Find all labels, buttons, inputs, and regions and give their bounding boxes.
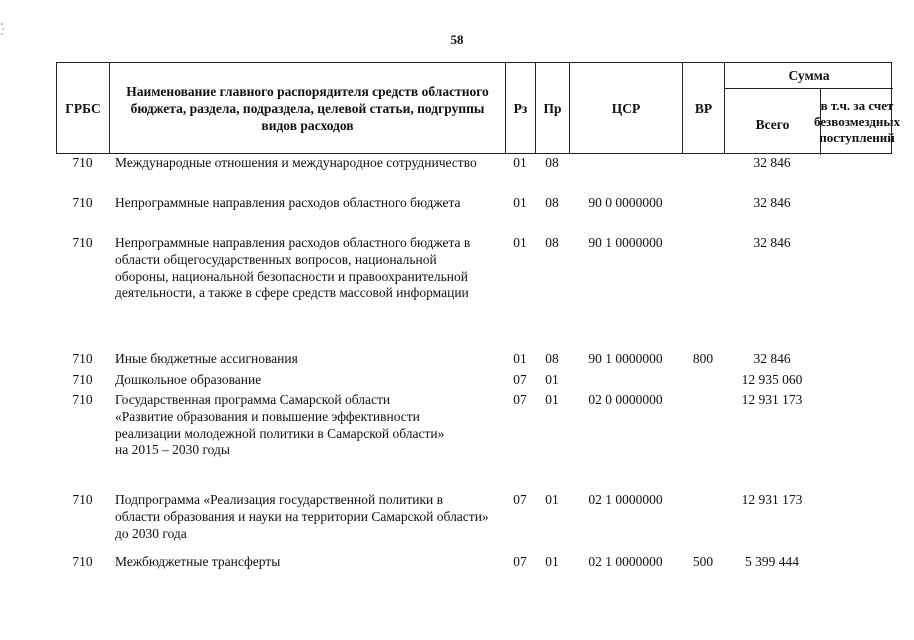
cell-pr: 08 [545, 235, 559, 250]
table-header [56, 62, 901, 154]
cell-vr: 800 [692, 351, 714, 366]
cell-csr [569, 372, 682, 392]
cell-name: Дошкольное образование [115, 372, 262, 387]
cell-free [820, 392, 892, 492]
table-row [56, 235, 892, 351]
cell-rz: 07 [513, 554, 527, 569]
table-row [56, 195, 892, 235]
cell-free [820, 235, 892, 351]
table-body [56, 155, 892, 574]
cell-total: 32 846 [753, 155, 791, 170]
header-grbs: ГРБС [57, 63, 110, 153]
header-sum: Сумма [725, 63, 893, 89]
cell-csr [569, 155, 682, 195]
cell-rz: 07 [513, 372, 527, 387]
cell-pr: 01 [545, 372, 559, 387]
cell-rz: 07 [513, 492, 527, 507]
cell-vr [682, 392, 724, 492]
header-name: Наименование главного распорядителя средств областного бюджета, раздела, подраздела, целевой статьи, подгруппы видов расходов [110, 63, 506, 153]
cell-vr [682, 155, 724, 195]
table-row [56, 492, 892, 554]
cell-pr: 08 [545, 155, 559, 170]
cell-free [820, 195, 892, 235]
table-row [56, 372, 892, 392]
cell-grbs: 710 [72, 155, 93, 170]
cell-total: 12 935 060 [741, 372, 803, 387]
cell-total: 32 846 [753, 235, 791, 250]
cell-grbs: 710 [72, 554, 93, 569]
cell-pr: 08 [545, 351, 559, 366]
cell-csr: 90 0 0000000 [588, 195, 663, 210]
cell-free [820, 554, 892, 574]
cell-name: Международные отношения и международное сотрудничество [115, 155, 477, 170]
cell-free [820, 155, 892, 195]
cell-grbs: 710 [72, 372, 93, 387]
header-free: в т.ч. за счет безвозмездных поступлений [813, 98, 901, 145]
cell-vr: 500 [692, 554, 714, 569]
cell-csr: 90 1 0000000 [588, 351, 663, 366]
cell-name: Межбюджетные трансферты [115, 554, 281, 569]
cell-rz: 01 [513, 195, 527, 210]
table-row [56, 351, 892, 372]
cell-name: Непрограммные направления расходов областного бюджета в области общегосударственных вопросов, национальной обороны, национальной безопасности и правоохранительной деятельности, а также в сфере средств массовой информации [115, 235, 471, 301]
cell-csr: 02 0 0000000 [588, 392, 663, 407]
cell-pr: 01 [545, 392, 559, 407]
cell-pr: 01 [545, 492, 559, 507]
table-row [56, 392, 892, 492]
cell-total: 5 399 444 [745, 554, 799, 569]
cell-name: Подпрограмма «Реализация государственной политики в области образования и науки на территории Самарской области» до 2030 года [115, 492, 489, 541]
cell-total: 12 931 173 [741, 492, 803, 507]
cell-csr: 02 1 0000000 [588, 554, 663, 569]
cell-grbs: 710 [72, 392, 93, 407]
cell-rz: 07 [513, 392, 527, 407]
cell-total: 32 846 [753, 351, 791, 366]
cell-grbs: 710 [72, 235, 93, 250]
header-rz: Рз [506, 63, 536, 153]
table-row [56, 155, 892, 195]
cell-vr [682, 372, 724, 392]
cell-pr: 01 [545, 554, 559, 569]
cell-name: Непрограммные направления расходов областного бюджета [115, 195, 461, 210]
cell-name: Государственная программа Самарской области «Развитие образования и повышение эффективности реализации молодежной политики в Самарской области» на 2015 – 2030 годы [115, 392, 445, 458]
cell-total: 12 931 173 [741, 392, 803, 407]
table-row [56, 554, 892, 574]
cell-csr: 90 1 0000000 [588, 235, 663, 250]
cell-rz: 01 [513, 155, 527, 170]
header-pr: Пр [536, 63, 570, 153]
cell-grbs: 710 [72, 492, 93, 507]
cell-vr [682, 492, 724, 554]
cell-free [820, 492, 892, 554]
cell-name: Иные бюджетные ассигнования [115, 351, 298, 366]
cell-grbs: 710 [72, 195, 93, 210]
page-number: 58 [450, 32, 464, 47]
cell-vr [682, 195, 724, 235]
cell-free [820, 372, 892, 392]
cell-total: 32 846 [753, 195, 791, 210]
cell-pr: 08 [545, 195, 559, 210]
cell-vr [682, 235, 724, 351]
scan-specks [0, 20, 6, 40]
cell-free [820, 351, 892, 372]
header-total: Всего [725, 89, 821, 155]
cell-csr: 02 1 0000000 [588, 492, 663, 507]
cell-grbs: 710 [72, 351, 93, 366]
header-csr: ЦСР [570, 63, 683, 153]
cell-rz: 01 [513, 235, 527, 250]
cell-rz: 01 [513, 351, 527, 366]
header-vr: ВР [683, 63, 725, 153]
